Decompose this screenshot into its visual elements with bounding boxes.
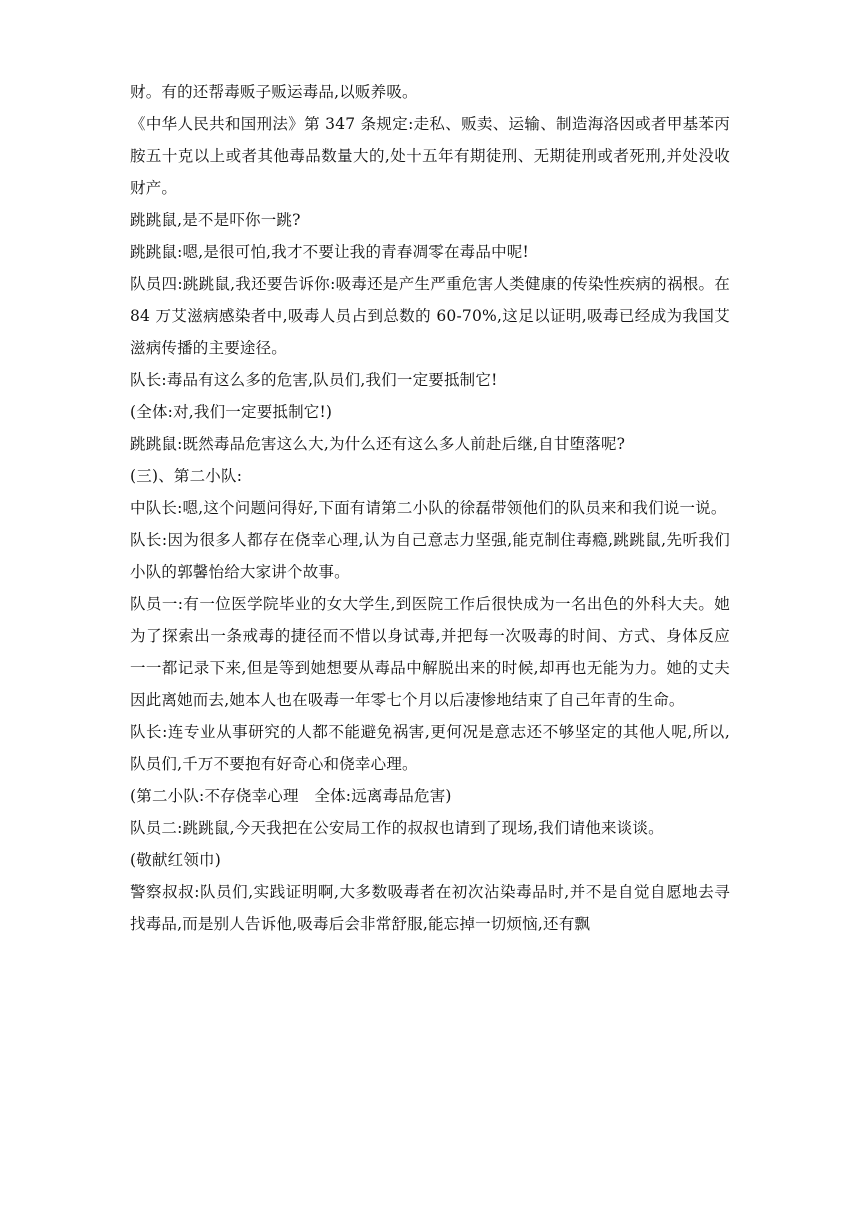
paragraph: (敬献红领巾) — [130, 851, 221, 869]
paragraph: 队长:因为很多人都存在侥幸心理,认为自己意志力坚强,能克制住毒瘾,跳跳鼠,先听我们小队的郭馨怡给大家讲个故事。 — [130, 531, 730, 581]
paragraph: (全体:对,我们一定要抵制它!) — [130, 403, 333, 421]
paragraph: 队员四:跳跳鼠,我还要告诉你:吸毒还是产生严重危害人类健康的传染性疾病的祸根。在 84 万艾滋病感染者中,吸毒人员占到总数的 60-70%,这足以证明,吸毒已经成为我国艾滋病传播的主要途径。 — [130, 275, 730, 357]
paragraph: 队员一:有一位医学院毕业的女大学生,到医院工作后很快成为一名出色的外科大夫。她为了探索出一条戒毒的捷径而不惜以身试毒,并把每一次吸毒的时间、方式、身体反应一一都记录下来,但是等到她想要从毒品中解脱出来的时候,却再也无能为力。她的丈夫因此离她而去,她本人也在吸毒一年零七个月以后凄惨地结束了自己年青的生命。 — [130, 595, 730, 709]
paragraph: 跳跳鼠:既然毒品危害这么大,为什么还有这么多人前赴后继,自甘堕落呢? — [130, 435, 626, 453]
paragraph: 《中华人民共和国刑法》第 347 条规定:走私、贩卖、运输、制造海洛因或者甲基苯丙胺五十克以上或者其他毒品数量大的,处十五年有期徒刑、无期徒刑或者死刑,并处没收财产。 — [130, 115, 730, 197]
paragraph: 财。有的还帮毒贩子贩运毒品,以贩养吸。 — [130, 83, 418, 101]
paragraph: 跳跳鼠:嗯,是很可怕,我才不要让我的青春凋零在毒品中呢! — [130, 243, 529, 261]
paragraph: 中队长:嗯,这个问题问得好,下面有请第二小队的徐磊带领他们的队员来和我们说一说。 — [130, 499, 727, 517]
paragraph: 队员二:跳跳鼠,今天我把在公安局工作的叔叔也请到了现场,我们请他来谈谈。 — [130, 819, 664, 837]
document-body — [130, 76, 730, 940]
paragraph: 队长:毒品有这么多的危害,队员们,我们一定要抵制它! — [130, 371, 498, 389]
paragraph: 警察叔叔:队员们,实践证明啊,大多数吸毒者在初次沾染毒品时,并不是自觉自愿地去寻找毒品,而是别人告诉他,吸毒后会非常舒服,能忘掉一切烦恼,还有飘 — [130, 883, 730, 933]
paragraph: (第二小队:不存侥幸心理 全体:远离毒品危害) — [130, 787, 452, 805]
paragraph: 跳跳鼠,是不是吓你一跳? — [130, 211, 301, 229]
section-heading: (三)、第二小队: — [130, 467, 243, 485]
paragraph: 队长:连专业从事研究的人都不能避免祸害,更何况是意志还不够坚定的其他人呢,所以,队员们,千万不要抱有好奇心和侥幸心理。 — [130, 723, 730, 773]
